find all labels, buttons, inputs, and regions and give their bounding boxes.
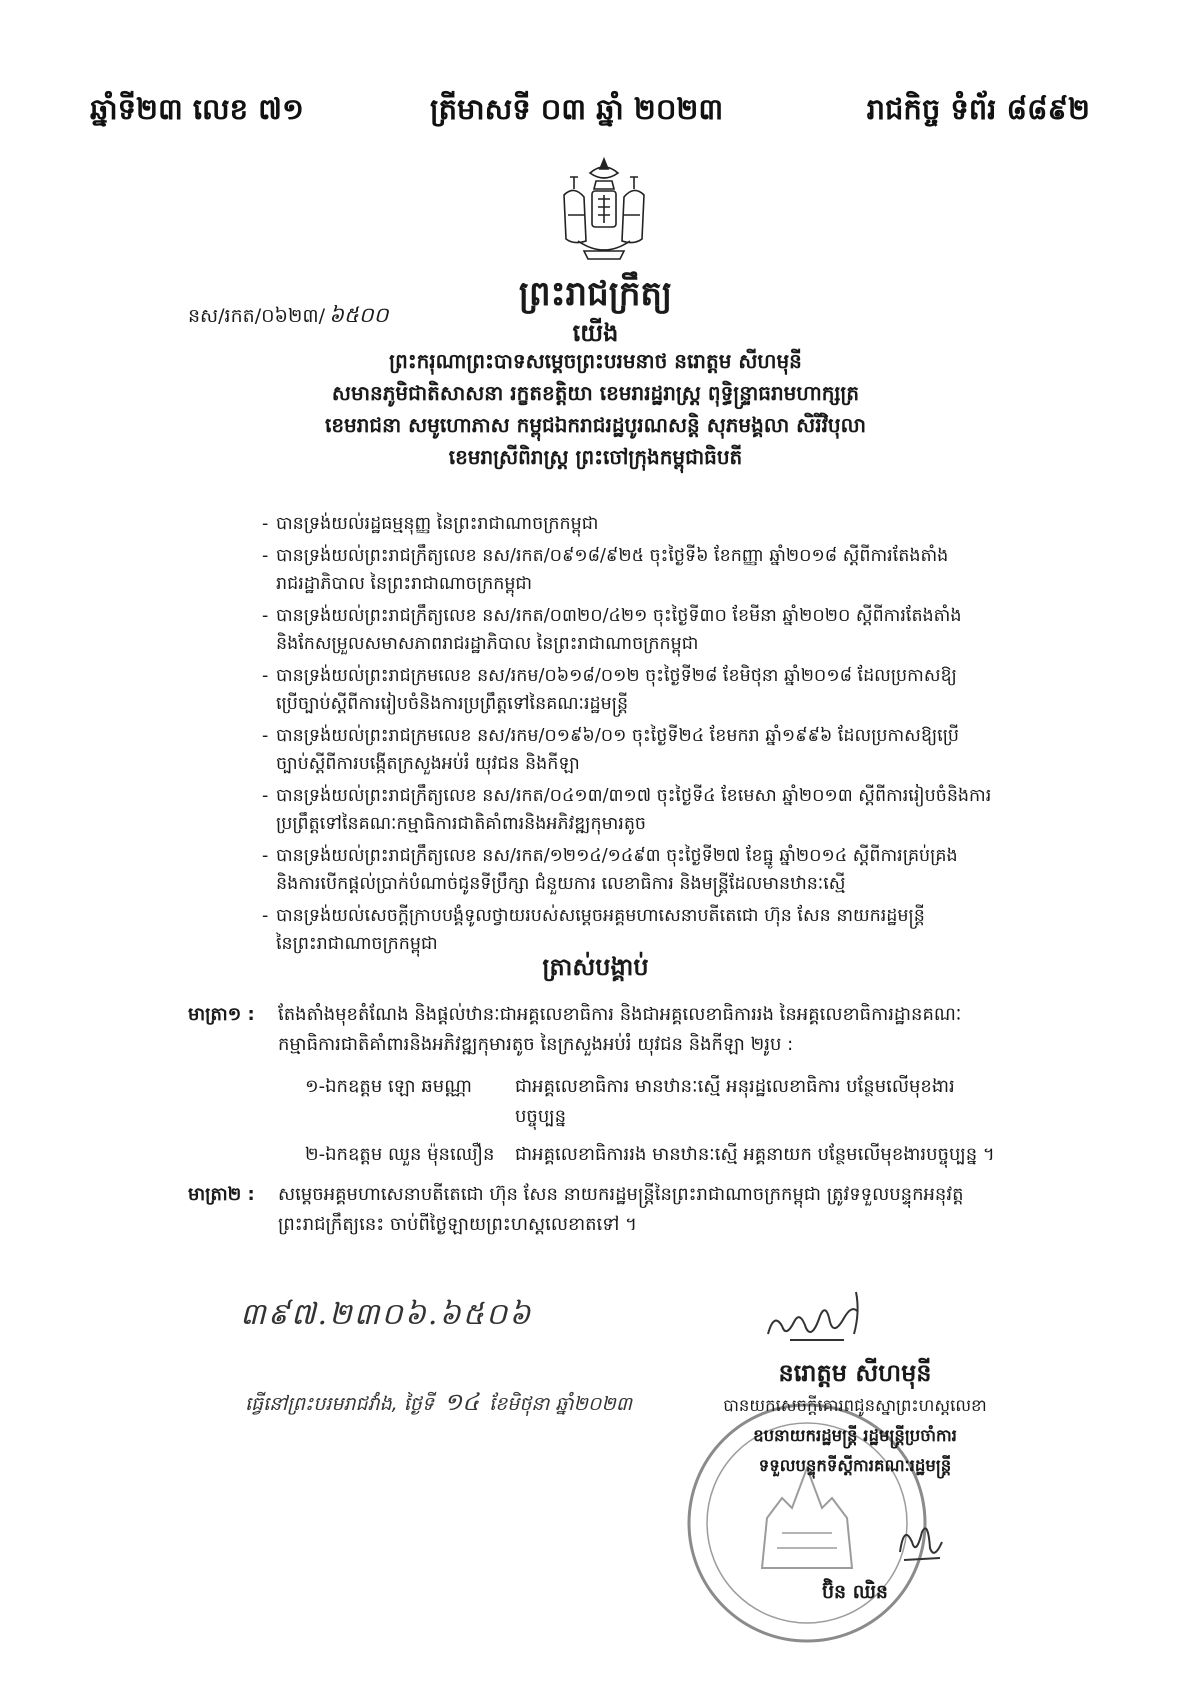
countersign-line-3: ទទួលបន្ទុកទីស្តីការគណៈរដ្ឋមន្ត្រី bbox=[758, 1456, 952, 1475]
preamble-text-cont: ប្រព្រឹត្តទៅនៃគណៈកម្មាធិការជាតិគាំពារនិងអភិវឌ្ឍកុមារតូច bbox=[276, 814, 647, 834]
preamble-item: - បានទ្រង់យល់សេចក្តីក្រាបបង្គំទូលថ្វាយរបស់សម្តេចអគ្គមហាសេនាបតីតេជោ ហ៊ុន សែន នាយករដ្ឋមន្ត្រី នៃព្រះរាជាណាចក្រកម្ពុជា bbox=[262, 902, 1042, 958]
gazette-quarter: ត្រីមាសទី ០៣ ឆ្នាំ ២០២៣ bbox=[430, 92, 724, 126]
place-and-date bbox=[245, 1387, 632, 1422]
preamble-text: បានទ្រង់យល់ព្រះរាជក្រឹត្យលេខ នស/រកត/០៣២០/៤២១ ចុះថ្ងៃទី៣០ ខែមីនា ឆ្នាំ២០២០ ស្តីពីការតែងតាំង bbox=[276, 606, 962, 626]
royal-title-line-3: ខេមរាជនា សមូហោភាស កម្ពុជឯករាជរដ្ឋបូរណសន្តិ សុភមង្គលា សិរីវិបុលា bbox=[324, 413, 867, 437]
appointee-2-name: ២-ឯកឧត្តម ឈួន ម៉ុនឈឿន bbox=[305, 1144, 495, 1165]
article-2-line: សម្តេចអគ្គមហាសេនាបតីតេជោ ហ៊ុន សែន នាយករដ្ឋមន្ត្រីនៃព្រះរាជាណាចក្រកម្ពុជា ត្រូវទទួលបន្ទុកអនុវត្ត bbox=[278, 1184, 964, 1205]
preamble-list bbox=[262, 510, 1042, 962]
gazette-header bbox=[90, 92, 1090, 132]
countersign-line-2: ឧបនាយករដ្ឋមន្ត្រី រដ្ឋមន្ត្រីប្រចាំការ bbox=[753, 1426, 957, 1445]
preamble-text: បានទ្រង់យល់ព្រះរាជក្រឹត្យលេខ នស/រកត/០៤១៣/៣១៧ ចុះថ្ងៃទី៤ ខែមេសា ឆ្នាំ២០១៣ ស្តីពីការរៀបចំនិងការ bbox=[276, 786, 992, 806]
royal-title-line-1: ព្រះករុណាព្រះបាទសម្តេចព្រះបរមនាថ នរោត្តម សីហមុនី bbox=[389, 349, 802, 373]
place-date-suffix: ខែមិថុនា ឆ្នាំ២០២៣ bbox=[489, 1393, 632, 1415]
article-2 bbox=[188, 1180, 1048, 1240]
article-2-text bbox=[278, 1180, 1048, 1240]
preamble-item: - បានទ្រង់យល់ព្រះរាជក្រឹត្យលេខ នស/រកត/០៩១៨/៩២៥ ចុះថ្ងៃទី៦ ខែកញ្ញា ឆ្នាំ២០១៨ ស្តីពីការតែងតាំង រាជរដ្ឋាភិបាល នៃព្រះរាជាណាចក្រកម្ពុជា bbox=[262, 542, 1042, 598]
preamble-item: - បានទ្រង់យល់ព្រះរាជក្រមលេខ នស/រកម/០១៩៦/០១ ចុះថ្ងៃទី២៤ ខែមករា ឆ្នាំ១៩៩៦ ដែលប្រកាសឱ្យប្រើ ច្បាប់ស្តីពីការបង្កើតក្រសួងអប់រំ យុវជន និងកីឡា bbox=[262, 722, 1042, 778]
king-signature-icon bbox=[760, 1282, 880, 1352]
appointee-2-role: ជាអគ្គលេខាធិការរង មានឋានៈស្មើ អគ្គនាយក បន្ថែមលើមុខងារបច្ចុប្បន្ន ។ bbox=[515, 1144, 995, 1165]
preamble-item: - បានទ្រង់យល់ព្រះរាជក្រឹត្យលេខ នស/រកត/០៣២០/៤២១ ចុះថ្ងៃទី៣០ ខែមីនា ឆ្នាំ២០២០ ស្តីពីការតែងតាំង និងកែសម្រួលសមាសភាពរាជរដ្ឋាភិបាល នៃព្រះរាជាណាចក្រកម្ពុជា bbox=[262, 602, 1042, 658]
minister-name: ប៊ិន ឈិន bbox=[822, 1581, 888, 1603]
preamble-text-cont: នៃព្រះរាជាណាចក្រកម្ពុជា bbox=[276, 934, 438, 954]
reference-handwritten: ៦៥០០ bbox=[329, 303, 389, 327]
place-date-prefix: ធ្វើនៅព្រះបរមរាជវាំង, ថ្ងៃទី bbox=[245, 1393, 434, 1415]
article-2-line: ព្រះរាជក្រឹត្យនេះ ចាប់ពីថ្ងៃឡាយព្រះហស្តលេខាតទៅ ។ bbox=[278, 1214, 637, 1235]
countersign-line-1: បានយកសេចក្តីគោរពជូនស្នាព្រះហស្តលេខា bbox=[723, 1396, 987, 1415]
preamble-text-cont: ច្បាប់ស្តីពីការបង្កើតក្រសួងអប់រំ យុវជន និងកីឡា bbox=[276, 754, 580, 774]
preamble-item: - បានទ្រង់យល់ព្រះរាជក្រឹត្យលេខ នស/រកត/០៤១៣/៣១៧ ចុះថ្ងៃទី៤ ខែមេសា ឆ្នាំ២០១៣ ស្តីពីការរៀបចំនិងការ ប្រព្រឹត្តទៅនៃគណៈកម្មាធិការជាតិគាំពារនិងអភិវឌ្ឍកុមារតូច bbox=[262, 782, 1042, 838]
preamble-text-cont: និងការបើកផ្តល់ប្រាក់បំណាច់ជូនទីប្រឹក្សា ជំនួយការ លេខាធិការ និងមន្ត្រីដែលមានឋានៈស្មើ bbox=[276, 874, 846, 894]
appointee-1-role-cont: បច្ចុប្បន្ន bbox=[515, 1106, 567, 1127]
reference-printed: នស/រកត/០៦២៣/ bbox=[188, 305, 326, 327]
appointee-1-name: ១-ឯកឧត្តម ឡោ ឆមណ្ណា bbox=[305, 1076, 472, 1097]
preamble-text: បានទ្រង់យល់រដ្ឋធម្មនុញ្ញ នៃព្រះរាជាណាចក្រកម្ពុជា bbox=[276, 514, 599, 534]
preamble-item: - បានទ្រង់យល់រដ្ឋធម្មនុញ្ញ នៃព្រះរាជាណាចក្រកម្ពុជា bbox=[262, 514, 599, 534]
article-1-text bbox=[278, 1000, 1048, 1060]
article-1 bbox=[188, 1000, 1048, 1060]
article-1-line: កម្មាធិការជាតិគាំពារនិងអភិវឌ្ឍកុមារតូច នៃក្រសួងអប់រំ យុវជន និងកីឡា ២រូប : bbox=[278, 1034, 794, 1055]
king-name: នរោត្តម សីហមុនី bbox=[778, 1359, 932, 1387]
preamble-text-cont: ប្រើច្បាប់ស្តីពីការរៀបចំនិងការប្រព្រឹត្តទៅនៃគណៈរដ្ឋមន្ត្រី bbox=[276, 694, 629, 714]
appointee-1 bbox=[305, 1072, 1045, 1132]
gazette-year-number: ឆ្នាំទី២៣ លេខ ៧១ bbox=[90, 92, 304, 126]
preamble-text: បានទ្រង់យល់ព្រះរាជក្រឹត្យលេខ នស/រកត/០៩១៨/៩២៥ ចុះថ្ងៃទី៦ ខែកញ្ញា ឆ្នាំ២០១៨ ស្តីពីការតែងតាំង bbox=[276, 546, 949, 566]
article-2-label: មាត្រា២ : bbox=[188, 1184, 255, 1205]
appointee-2 bbox=[305, 1140, 1045, 1170]
preamble-item: - បានទ្រង់យល់ព្រះរាជក្រមលេខ នស/រកម/០៦១៨/០១២ ចុះថ្ងៃទី២៨ ខែមិថុនា ឆ្នាំ២០១៨ ដែលប្រកាសឱ្យ ប្រើច្បាប់ស្តីពីការរៀបចំនិងការប្រព្រឹត្តទៅនៃគណៈរដ្ឋមន្ត្រី bbox=[262, 662, 1042, 718]
preamble-text: បានទ្រង់យល់ព្រះរាជក្រឹត្យលេខ នស/រកត/១២១៤/១៤៩៣ ចុះថ្ងៃទី២៧ ខែធ្នូ ឆ្នាំ២០១៤ ស្តីពីការគ្រប់គ្រង bbox=[276, 846, 958, 866]
royal-coat-of-arms-icon bbox=[544, 155, 664, 265]
article-1-label: មាត្រា១ : bbox=[188, 1004, 255, 1025]
preamble-text-cont: និងកែសម្រួលសមាសភាពរាជរដ្ឋាភិបាល នៃព្រះរាជាណាចក្រកម្ពុជា bbox=[276, 634, 699, 654]
heading-we: យើង bbox=[572, 319, 619, 347]
place-date-day: ១៤ bbox=[443, 1388, 480, 1416]
preamble-text: បានទ្រង់យល់សេចក្តីក្រាបបង្គំទូលថ្វាយរបស់សម្តេចអគ្គមហាសេនាបតីតេជោ ហ៊ុន សែន នាយករដ្ឋមន្ត្រី bbox=[276, 906, 925, 926]
decree-title: ព្រះរាជក្រឹត្យ bbox=[518, 274, 673, 314]
article-1-line: តែងតាំងមុខតំណែង និងផ្តល់ឋានៈជាអគ្គលេខាធិការ និងជាអគ្គលេខាធិការរង នៃអគ្គលេខាធិការដ្ឋានគណៈ bbox=[278, 1004, 962, 1025]
heading-decides: ត្រាស់បង្គាប់ bbox=[542, 953, 649, 981]
preamble-item: - បានទ្រង់យល់ព្រះរាជក្រឹត្យលេខ នស/រកត/១២១៤/១៤៩៣ ចុះថ្ងៃទី២៧ ខែធ្នូ ឆ្នាំ២០១៤ ស្តីពីការគ្រប់គ្រង និងការបើកផ្តល់ប្រាក់បំណាច់ជូនទីប្រឹក្សា ជំនួយការ លេខាធិការ និងមន្ត្រីដែលមានឋានៈស្មើ bbox=[262, 842, 1042, 898]
appointee-1-role: ជាអគ្គលេខាធិការ មានឋានៈស្មើ អនុរដ្ឋលេខាធិការ បន្ថែមលើមុខងារ bbox=[515, 1076, 955, 1097]
royal-title-line-2: សមានភូមិជាតិសាសនា រក្ខតខត្តិយា ខេមរារដ្ឋរាស្ត្រ ពុទ្ធិន្ទ្រាធរាមហាក្សត្រ bbox=[331, 381, 860, 405]
preamble-text-cont: រាជរដ្ឋាភិបាល នៃព្រះរាជាណាចក្រកម្ពុជា bbox=[276, 574, 533, 594]
gazette-page-number: រាជកិច្ច ទំព័រ ៨៨៩២ bbox=[866, 92, 1090, 126]
preamble-text: បានទ្រង់យល់ព្រះរាជក្រមលេខ នស/រកម/០៦១៨/០១២ ចុះថ្ងៃទី២៨ ខែមិថុនា ឆ្នាំ២០១៨ ដែលប្រកាសឱ្យ bbox=[276, 666, 957, 686]
royal-title-line-4: ខេមរាស្រីពិរាស្ត្រ ព្រះចៅក្រុងកម្ពុជាធិបតី bbox=[448, 445, 743, 469]
preamble-text: បានទ្រង់យល់ព្រះរាជក្រមលេខ នស/រកម/០១៩៦/០១ ចុះថ្ងៃទី២៤ ខែមករា ឆ្នាំ១៩៩៦ ដែលប្រកាសឱ្យប្រើ bbox=[276, 726, 960, 746]
minister-signature-icon bbox=[890, 1512, 950, 1572]
handwritten-registration-number: ៣៩៧.២៣០៦.៦៥០៦ bbox=[240, 1297, 533, 1332]
